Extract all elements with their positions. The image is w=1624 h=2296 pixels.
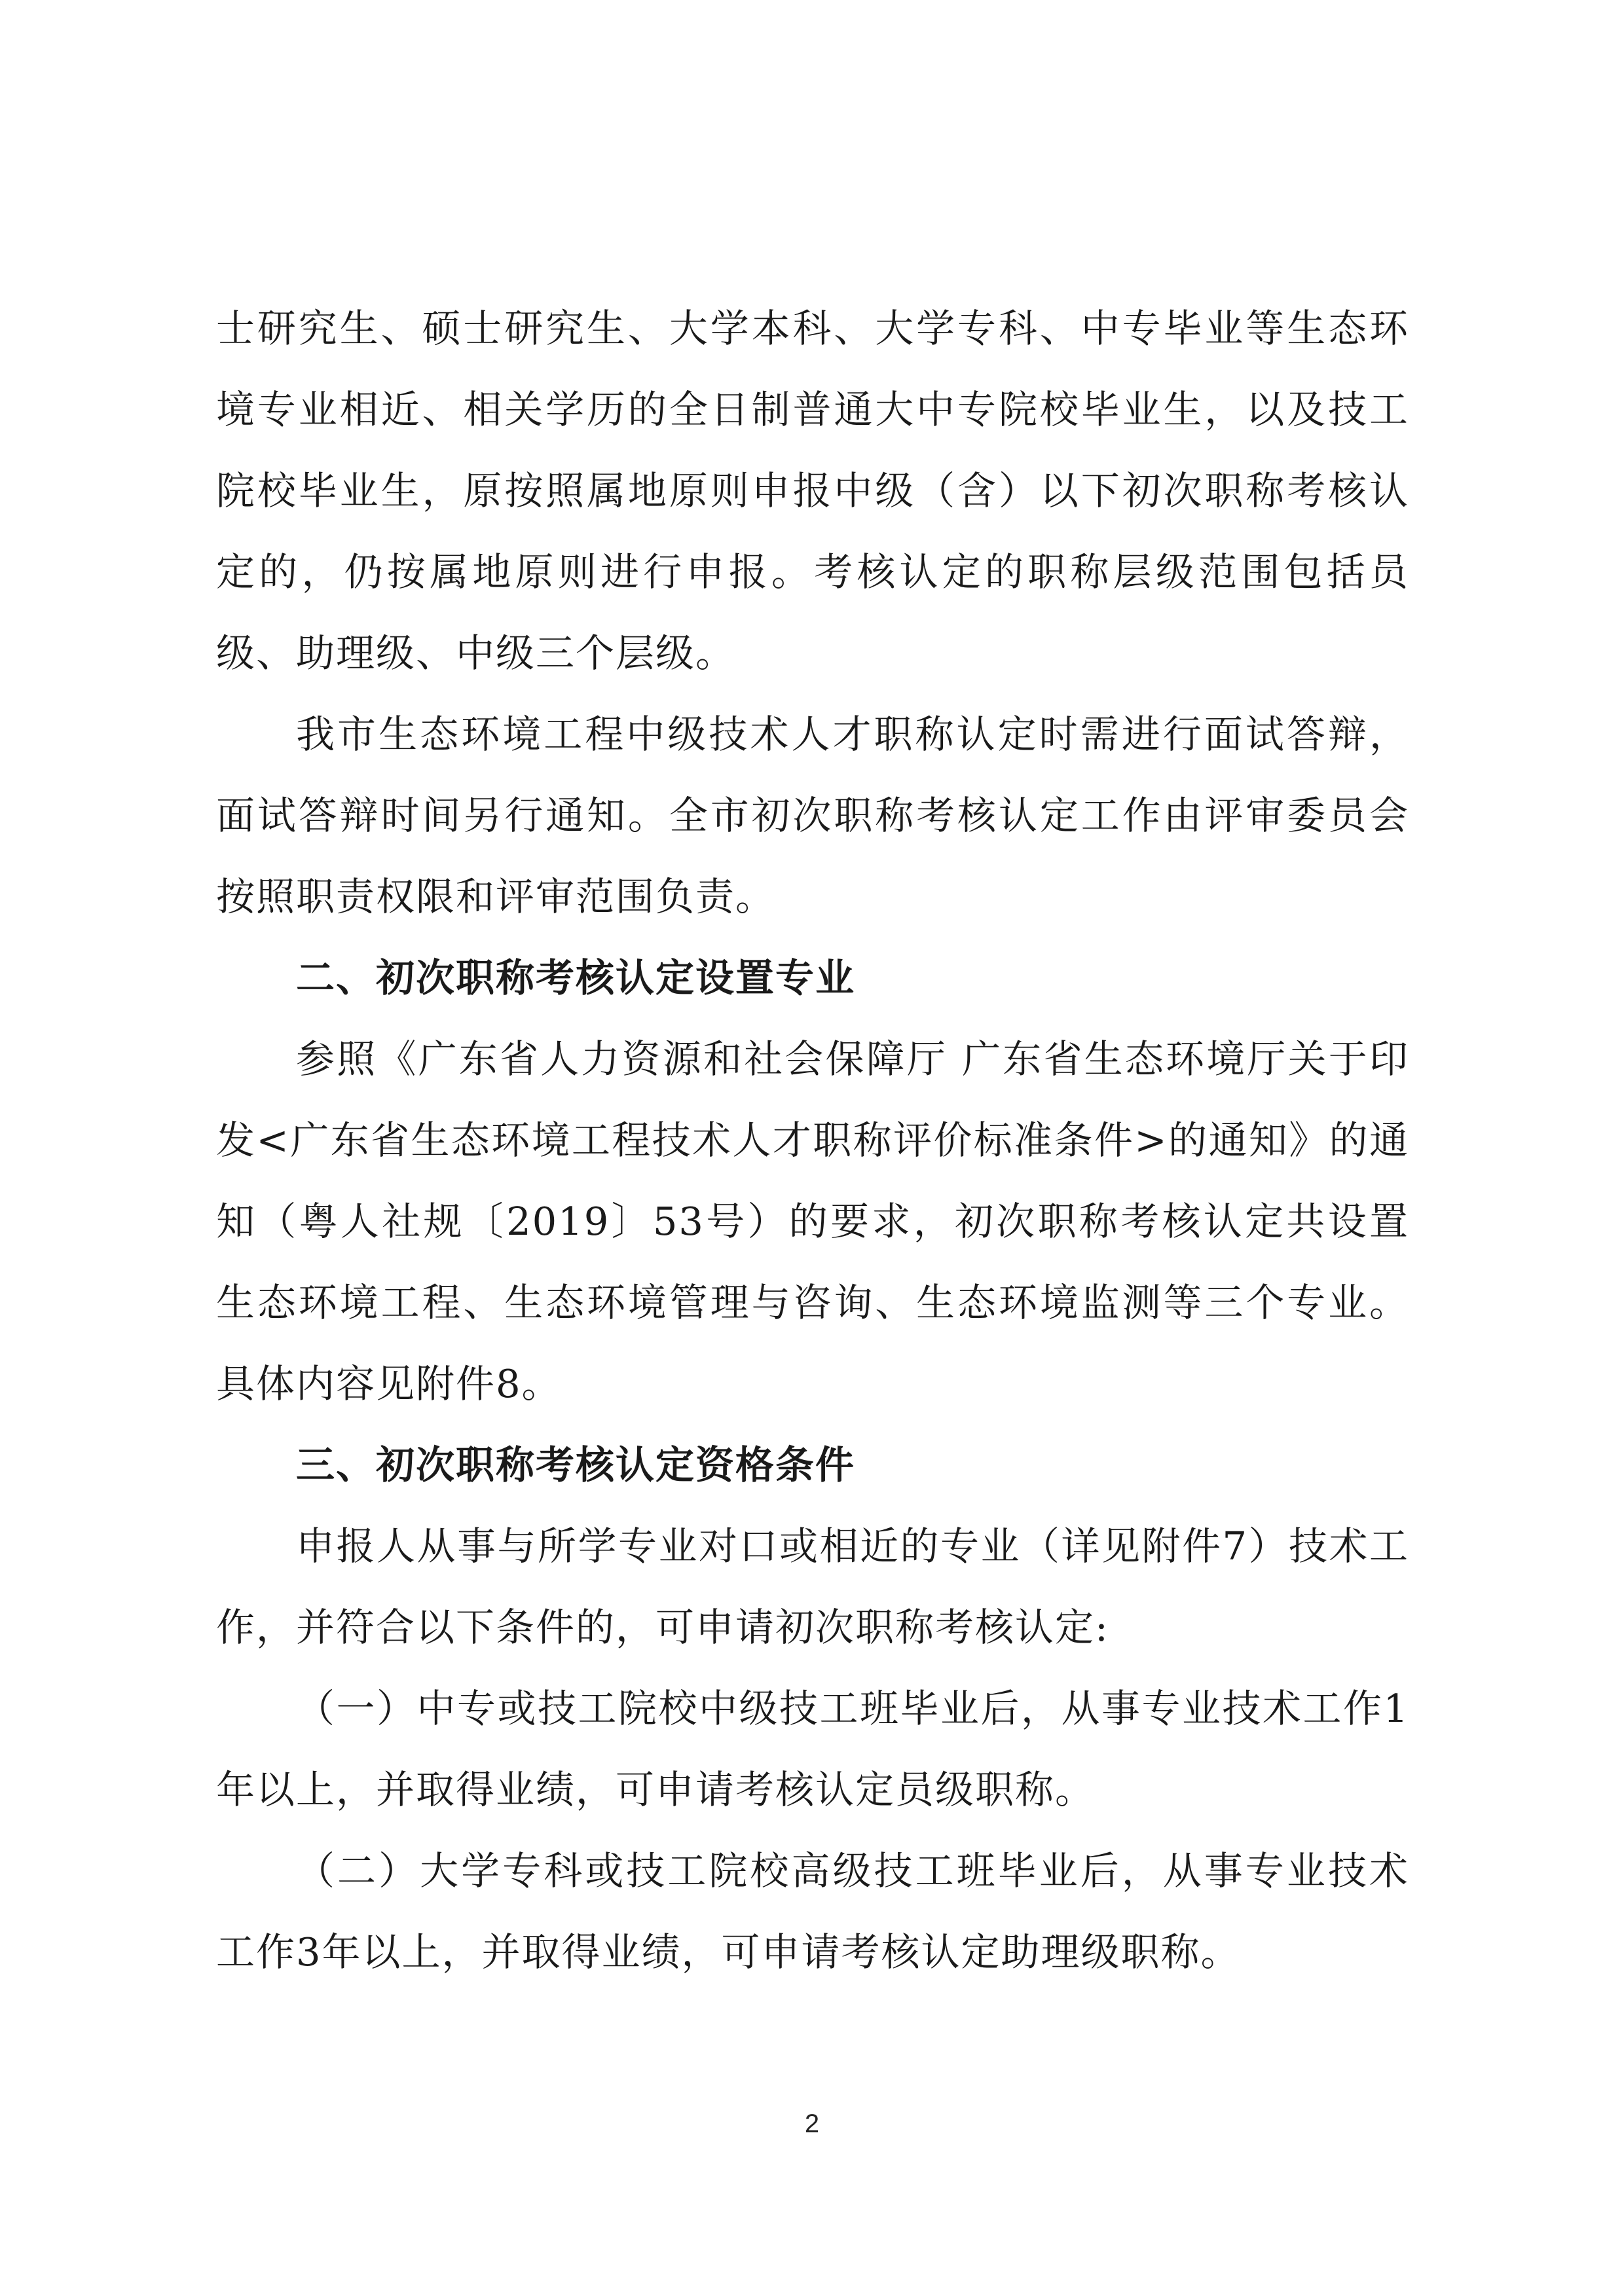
section-two-body: 参照《广东省人力资源和社会保障厅 广东省生态环境厅关于印发<广东省生态环境工程技术人才职称评价标准条件>的通知》的通知（粤人社规〔2019〕53号）的要求，初次职称考核认定共设置生态环境工程、生态环境管理与咨询、生态环境监测等三个专业。具体内容见附件8。 [216,1036,1409,1406]
paragraph-continuation: 士研究生、硕士研究生、大学本科、大学专科、中专毕业等生态环境专业相近、相关学历的全日制普通大中专院校毕业生，以及技工院校毕业生，原按照属地原则申报中级（含）以下初次职称考核认定的，仍按属地原则进行申报。考核认定的职称层级范围包括员级、助理级、中级三个层级。 [216,306,1409,676]
section-two-heading: 二、初次职称考核认定设置专业 [296,955,856,1000]
condition-item-2: （二）大学专科或技工院校高级技工班毕业后，从事专业技术工作3年以上，并取得业绩，可申请考核认定助理级职称。 [216,1848,1409,1975]
page-number: 2 [804,2109,820,2138]
paragraph-interview: 我市生态环境工程中级技术人才职称认定时需进行面试答辩，面试答辩时间另行通知。全市初次职称考核认定工作由评审委员会按照职责权限和评审范围负责。 [216,712,1409,919]
section-three-heading: 三、初次职称考核认定资格条件 [296,1442,856,1487]
section-three-intro: 申报人从事与所学专业对口或相近的专业（详见附件7）技术工作，并符合以下条件的，可申请初次职称考核认定: [216,1523,1409,1650]
document-body [216,288,1409,1993]
condition-item-1: （一）中专或技工院校中级技工班毕业后，从事专业技术工作1年以上，并取得业绩，可申请考核认定员级职称。 [216,1686,1409,1812]
